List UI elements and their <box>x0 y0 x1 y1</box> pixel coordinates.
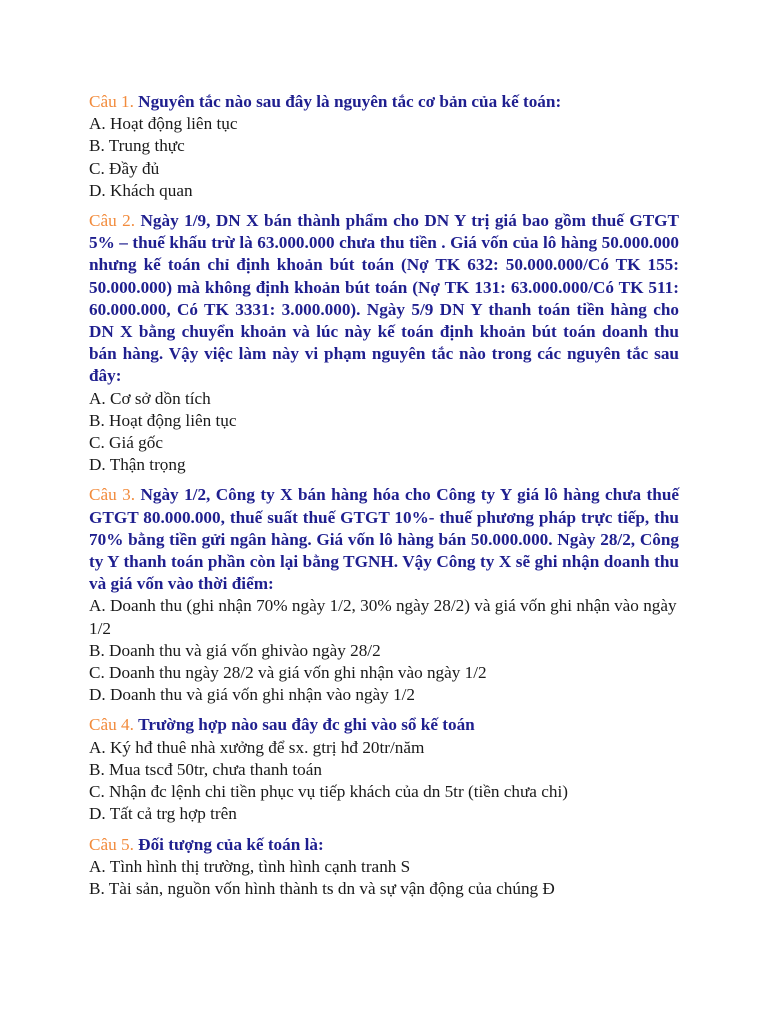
question-5 <box>89 834 679 901</box>
answer-option: A. Ký hđ thuê nhà xưởng để sx. gtrị hđ 20tr/năm <box>89 737 425 757</box>
question-stem <box>89 210 679 388</box>
question-number: Câu 4. <box>89 715 134 735</box>
question-2 <box>89 210 679 476</box>
answer-option: A. Cơ sở dồn tích <box>89 388 211 408</box>
answer-option: A. Hoạt động liên tục <box>89 114 238 134</box>
question-4 <box>89 714 679 825</box>
answer-option: A. Tình hình thị trường, tình hình cạnh tranh S <box>89 856 411 876</box>
question-stem <box>89 91 679 113</box>
answer-option: B. Doanh thu và giá vốn ghivào ngày 28/2 <box>89 640 381 660</box>
answer-option: D. Doanh thu và giá vốn ghi nhận vào ngày 1/2 <box>89 685 416 705</box>
question-stem <box>89 834 679 856</box>
answer-option: B. Mua tscđ 50tr, chưa thanh toán <box>89 759 322 779</box>
answer-option: D. Thận trọng <box>89 455 186 475</box>
answer-option: C. Doanh thu ngày 28/2 và giá vốn ghi nhận vào ngày 1/2 <box>89 663 487 683</box>
question-text: Đối tượng của kế toán là: <box>138 834 324 854</box>
answer-option: C. Đầy đủ <box>89 158 160 178</box>
question-number: Câu 2. <box>89 211 136 231</box>
answer-option: D. Khách quan <box>89 180 193 200</box>
question-text: Ngày 1/2, Công ty X bán hàng hóa cho Công ty Y giá lô hàng chưa thuế GTGT 80.000.000, thuế suất thuế GTGT 10%- thuế phương pháp trực tiếp, thu 70% bằng tiền gửi ngân hàng. Giá vốn lô hàng bán 50.000.000. Ngày 28/2, Công ty Y thanh toán phần còn lại bằng TGNH. Vậy Công ty X sẽ ghi nhận doanh thu và giá vốn vào thời điểm: <box>89 485 680 594</box>
document-page <box>89 91 679 908</box>
question-1 <box>89 91 679 202</box>
answer-option: D. Tất cả trg hợp trên <box>89 804 237 824</box>
question-number: Câu 3. <box>89 485 136 505</box>
question-3 <box>89 484 679 706</box>
question-text: Nguyên tắc nào sau đây là nguyên tắc cơ bản của kế toán: <box>138 92 562 111</box>
question-text: Ngày 1/9, DN X bán thành phẩm cho DN Y trị giá bao gồm thuế GTGT 5% – thuế khấu trừ là 63.000.000 chưa thu tiền . Giá vốn của lô hàng 50.000.000 nhưng kế toán chỉ định khoản bút toán (Nợ TK 632: 50.000.000/Có TK 155: 50.000.000) mà không định khoản bút toán (Nợ TK 131: 63.000.000/Có TK 511: 60.000.000, Có TK 3331: 3.000.000). Ngày 5/9 DN Y thanh toán tiền hàng cho DN X bằng chuyển khoản và lúc này kế toán định khoản bút toán doanh thu bán hàng. Vậy việc làm này vi phạm nguyên tắc nào trong các nguyên tắc sau đây: <box>89 211 680 386</box>
question-number: Câu 5. <box>89 834 134 854</box>
answer-option: C. Nhận đc lệnh chi tiền phục vụ tiếp khách của dn 5tr (tiền chưa chi) <box>89 782 568 802</box>
question-stem <box>89 714 679 736</box>
answer-option: A. Doanh thu (ghi nhận 70% ngày 1/2, 30% ngày 28/2) và giá vốn ghi nhận vào ngày 1/2 <box>89 596 677 638</box>
answer-option: C. Giá gốc <box>89 433 163 453</box>
question-stem <box>89 484 679 595</box>
answer-option: B. Trung thực <box>89 136 185 156</box>
question-number: Câu 1. <box>89 92 134 111</box>
question-text: Trường hợp nào sau đây đc ghi vào sổ kế toán <box>138 715 475 735</box>
answer-option: B. Hoạt động liên tục <box>89 410 237 430</box>
answer-option: B. Tài sản, nguồn vốn hình thành ts dn và sự vận động của chúng Đ <box>89 878 555 898</box>
